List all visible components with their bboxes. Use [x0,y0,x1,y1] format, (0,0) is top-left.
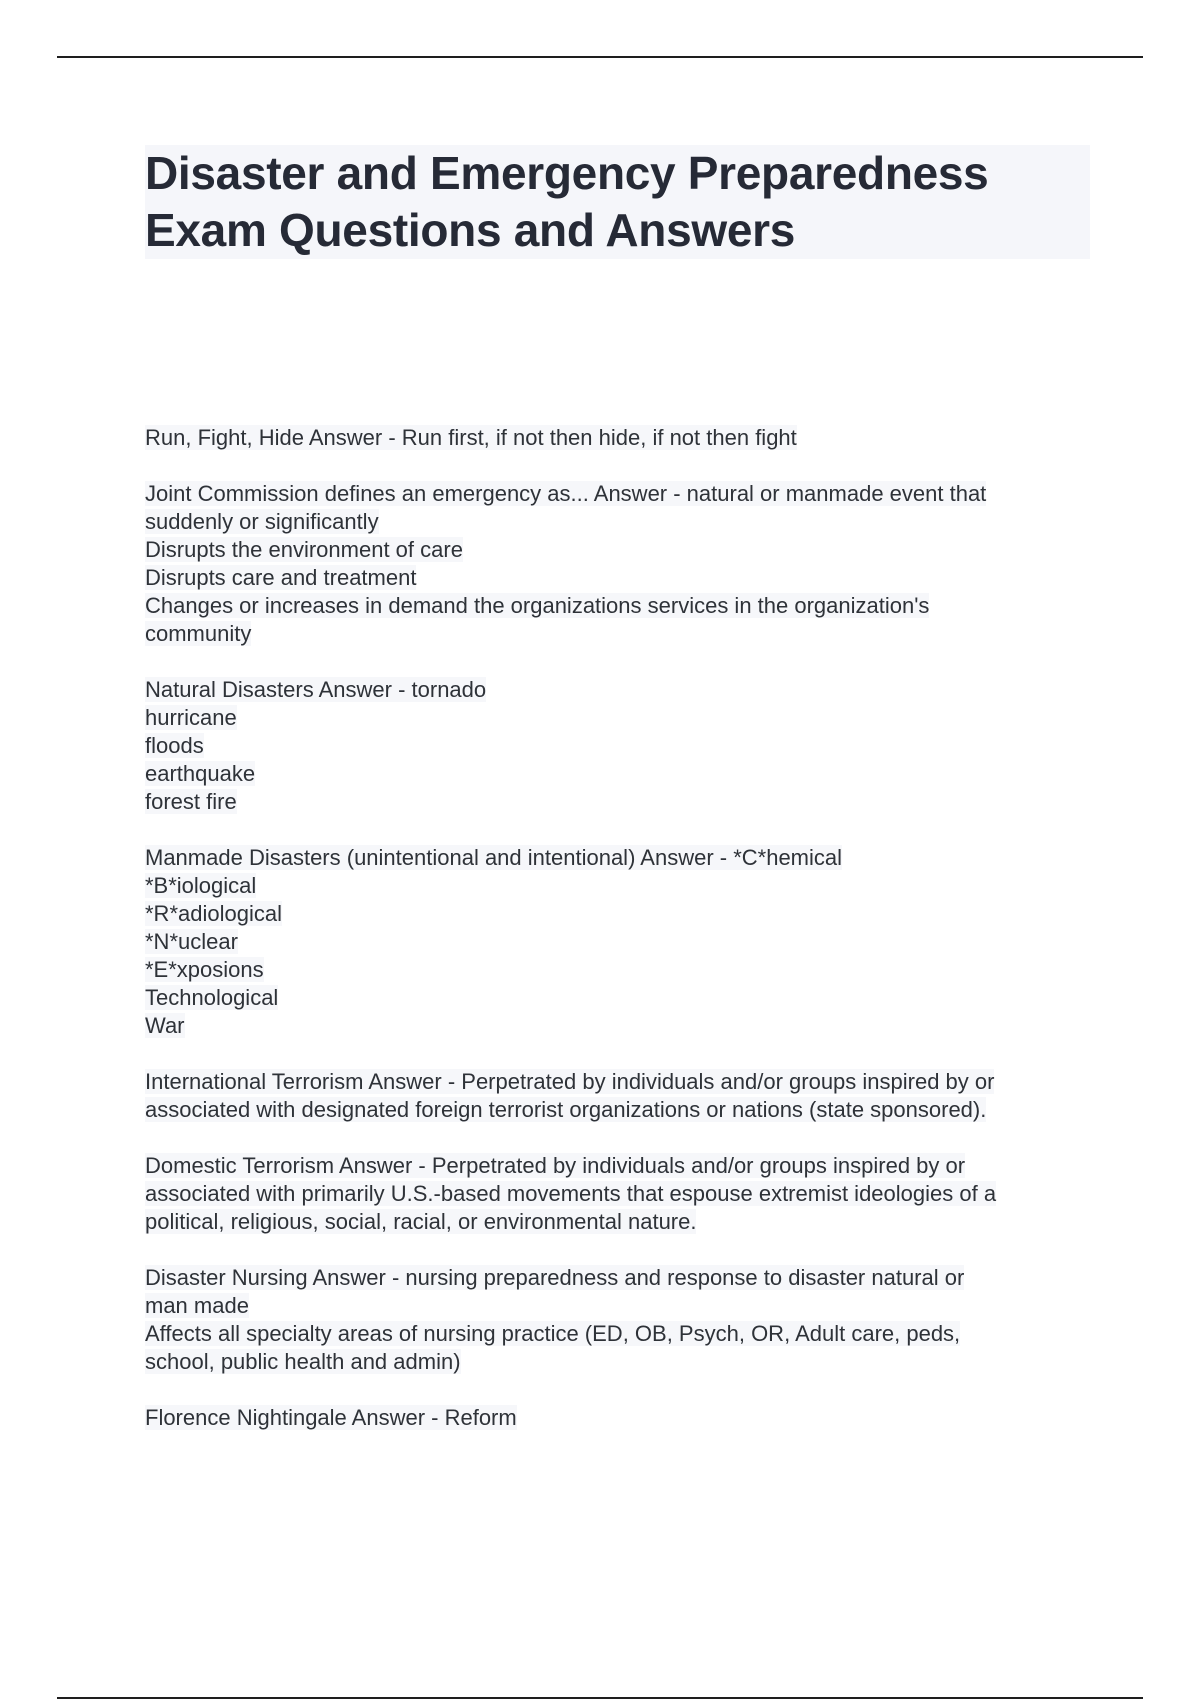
qa-line [145,1264,1105,1292]
qa-line [145,564,1105,592]
qa-line [145,536,1105,564]
qa-line-text: Disaster Nursing Answer - nursing preparedness and response to disaster natural or [145,1265,965,1290]
qa-line [145,732,1105,760]
qa-line-text: Disrupts the environment of care [145,537,463,562]
qa-list [145,424,1105,1460]
qa-line [145,1404,1105,1432]
qa-item [145,1152,1105,1236]
qa-line-text: *B*iological [145,873,257,898]
qa-line-text: floods [145,733,204,758]
qa-item [145,1264,1105,1376]
qa-line-text: Affects all specialty areas of nursing practice (ED, OB, Psych, OR, Adult care, peds, [145,1321,961,1346]
qa-line [145,1208,1105,1236]
qa-line-text: Run, Fight, Hide Answer - Run first, if not then hide, if not then fight [145,425,797,450]
qa-line [145,592,1105,620]
qa-line-text: Manmade Disasters (unintentional and intentional) Answer - *C*hemical [145,845,843,870]
qa-line-text: International Terrorism Answer - Perpetrated by individuals and/or groups inspired by or [145,1069,995,1094]
qa-line-text: community [145,621,252,646]
qa-line [145,1292,1105,1320]
qa-line [145,872,1105,900]
qa-line-text: school, public health and admin) [145,1349,461,1374]
qa-line [145,788,1105,816]
qa-line [145,760,1105,788]
qa-line-text: Changes or increases in demand the organizations services in the organization's [145,593,930,618]
qa-item [145,1404,1105,1432]
qa-line-text: political, religious, social, racial, or environmental nature. [145,1209,697,1234]
qa-line [145,704,1105,732]
qa-line-text: War [145,1013,185,1038]
qa-line [145,676,1105,704]
qa-line [145,1348,1105,1376]
qa-line-text: hurricane [145,705,237,730]
qa-line [145,1096,1105,1124]
qa-line [145,928,1105,956]
qa-line [145,844,1105,872]
qa-line-text: earthquake [145,761,256,786]
qa-line-text: *N*uclear [145,929,238,954]
qa-line-text: forest fire [145,789,237,814]
qa-line [145,480,1105,508]
qa-line [145,1152,1105,1180]
qa-line-text: *E*xposions [145,957,264,982]
qa-line [145,956,1105,984]
qa-item [145,480,1105,648]
qa-line-text: Domestic Terrorism Answer - Perpetrated by individuals and/or groups inspired by or [145,1153,966,1178]
qa-line-text: Florence Nightingale Answer - Reform [145,1405,517,1430]
qa-item [145,676,1105,816]
qa-line [145,984,1105,1012]
qa-line [145,1180,1105,1208]
qa-line-text: Natural Disasters Answer - tornado [145,677,487,702]
title-line-2: Exam Questions and Answers [145,204,796,256]
qa-line [145,900,1105,928]
qa-item [145,1068,1105,1124]
qa-item [145,424,1105,452]
qa-line-text: associated with primarily U.S.-based movements that espouse extremist ideologies of a [145,1181,997,1206]
qa-line [145,508,1105,536]
qa-line [145,1068,1105,1096]
qa-line-text: man made [145,1293,249,1318]
qa-line [145,1012,1105,1040]
qa-line-text: Joint Commission defines an emergency as... Answer - natural or manmade event that [145,481,987,506]
qa-line-text: *R*adiological [145,901,282,926]
top-divider [57,56,1143,58]
qa-item [145,844,1105,1040]
qa-line-text: associated with designated foreign terrorist organizations or nations (state sponsored). [145,1097,987,1122]
qa-line-text: suddenly or significantly [145,509,379,534]
document-title [145,145,1090,259]
qa-line-text: Technological [145,985,279,1010]
qa-line-text: Disrupts care and treatment [145,565,417,590]
qa-line [145,620,1105,648]
title-line-1: Disaster and Emergency Preparedness [145,147,989,199]
bottom-divider [57,1697,1143,1699]
qa-line [145,424,1105,452]
qa-line [145,1320,1105,1348]
